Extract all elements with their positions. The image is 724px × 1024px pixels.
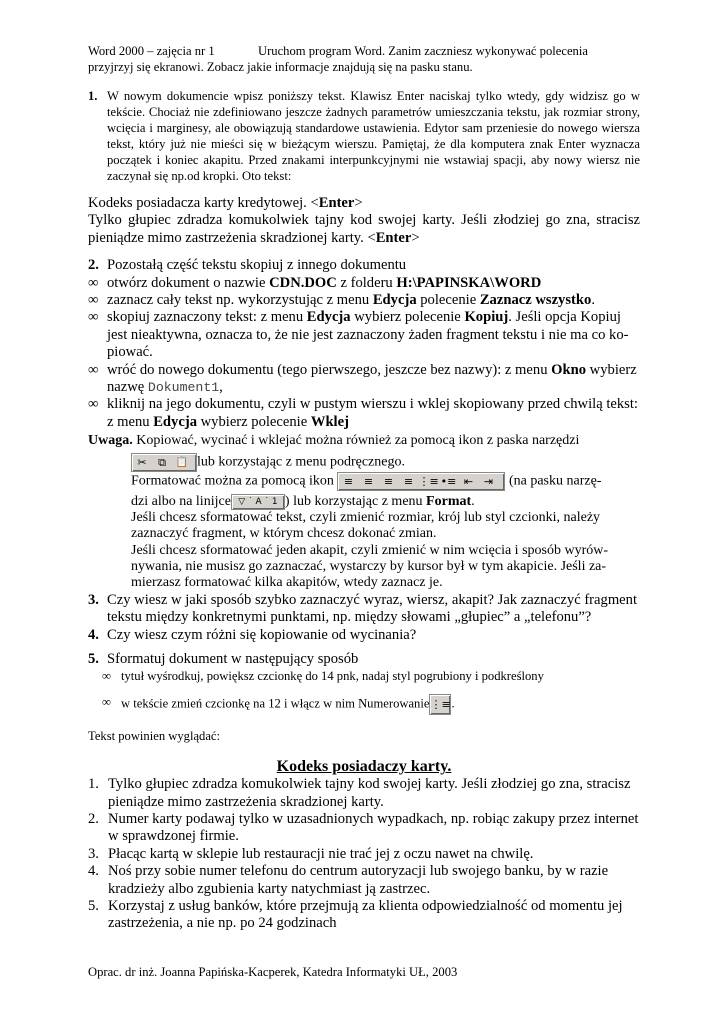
list-item	[88, 898, 640, 933]
formatting-toolbar	[337, 472, 505, 491]
item-text: Korzystaj z usług banków, które przejmują za klienta odpowiedzialność od momentu jej zastrzeżenia, a nie np. po 24 godzinach	[108, 898, 623, 932]
result-title: Kodeks posiadaczy karty.	[276, 758, 452, 776]
item-text: otwórz dokument o nazwie	[107, 274, 270, 291]
list-item	[88, 811, 640, 846]
task-5	[88, 651, 640, 668]
bullets-icon[interactable]: •≡	[440, 474, 457, 488]
list-item	[88, 362, 640, 397]
item-text: wróć do nowego dokumentu (tego pierwszego, jeszcze bez nazwy): z menu	[107, 361, 552, 378]
file-name: CDN.DOC	[269, 274, 337, 291]
list-item	[88, 396, 640, 431]
item-text: kliknij na jego dokumentu, czyli w pustym wierszu i wklej skopiowany przed chwilą tekst: z menu	[107, 396, 638, 430]
header-instruction: Uruchom program Word. Zanim zaczniesz wykonywać polecenia	[258, 44, 588, 58]
task-number: 5.	[88, 650, 99, 667]
task-number: 1.	[88, 89, 98, 103]
item-text: zaznacz cały tekst np. wykorzystując z menu	[107, 292, 373, 309]
item-text: .	[451, 696, 455, 711]
note-text: (na pasku narzę-	[508, 473, 602, 489]
list-item	[88, 863, 640, 898]
list-item	[88, 776, 640, 811]
list-item	[102, 668, 640, 684]
sample-line-2: Tylko głupiec zdradza komukolwiek tajny kod swojej karty. Jeśli złodziej go zna, stracisz pieniądze mimo zastrzeżenia skradzionej karty. <	[88, 212, 640, 246]
bullet-icon: ∞	[88, 292, 99, 309]
item-text: w tekście zmień czcionkę na 12 i włącz w nim Numerowanie	[121, 696, 430, 711]
increase-indent-icon[interactable]: ⇥	[483, 474, 494, 488]
note-text: ) lub korzystając z menu	[284, 493, 427, 509]
ruler-marker-icon: ▽ ˙ A ˙ 1	[238, 496, 278, 507]
task-number: 3.	[88, 591, 99, 608]
sample-close: >	[354, 195, 363, 211]
enter-key: Enter	[375, 229, 412, 246]
list-item	[88, 275, 640, 292]
bullet-icon: ∞	[88, 274, 99, 291]
menu-name: Edycja	[306, 309, 351, 326]
list-item	[102, 694, 640, 715]
command-name: Zaznacz wszystko	[479, 292, 592, 309]
list-item	[88, 309, 640, 361]
task-text: Pozostałą część tekstu skopiuj z innego dokumentu	[107, 257, 407, 274]
task-text: Czy wiesz czym różni się kopiowanie od wycinania?	[107, 627, 417, 644]
copy-icon[interactable]: ⧉	[158, 455, 166, 469]
item-number: 5.	[88, 898, 99, 915]
task-number: 4.	[88, 627, 99, 644]
task-text: W nowym dokumencie wpisz poniższy tekst. Klawisz Enter naciskaj tylko wtedy, gdy widzisz go w tekście. Chociaż nie zdefiniowano jeszcze żadnych parametrów umieszczania tekstu, jak rozmiar strony, wcięcia i marginesy, ale obowiązują standardowe ustawienia. Edytor sam przeniesie do nowego wiersza tekst, który już nie mieści się w bieżącym wierszu. Pamiętaj, że dla komputera znak Enter wyznacza początek i koniec akapitu. Przed znakami interpunkcyjnymi nie wstawiaj spacji, aby nowy wiersz nie zaczynał się np.od kropki. Oto tekst:	[107, 89, 640, 183]
task-number: 2.	[88, 257, 99, 274]
note-text: Kopiować, wycinać i wklejać można również za pomocą ikon z paska narzędzi	[132, 433, 580, 449]
item-text: ,	[219, 379, 223, 396]
numbering-icon[interactable]: ⋮≡	[418, 474, 439, 488]
item-number: 1.	[88, 776, 99, 793]
note-text: dzi albo na linijce	[131, 493, 231, 509]
item-text: polecenie	[416, 292, 480, 309]
menu-name: Edycja	[372, 292, 417, 309]
page-header	[88, 43, 640, 75]
item-text: wybierz polecenie	[196, 413, 311, 430]
note	[88, 433, 640, 591]
task-3	[88, 592, 640, 627]
command-name: Kopiuj	[464, 309, 509, 326]
item-text: .	[591, 292, 595, 309]
numbering-icon: ⋮≡	[430, 698, 451, 712]
menu-name: Edycja	[153, 413, 197, 430]
note-text: .	[471, 493, 475, 509]
folder-path: H:\PAPINSKA\WORD	[396, 274, 542, 291]
bullet-icon: ∞	[102, 695, 111, 710]
note-paragraph: Jeśli chcesz sformatować tekst, czyli zmienić rozmiar, krój lub styl czcionki, należy zaznaczyć fragment, w którym chcesz dokonać zmian.	[131, 510, 601, 542]
list-item	[88, 292, 640, 309]
task-2	[88, 257, 640, 431]
header-course: Word 2000 – zajęcia nr 1	[88, 44, 215, 58]
result-label: Tekst powinien wyglądać:	[88, 729, 221, 744]
justify-icon[interactable]: ≡	[403, 474, 414, 488]
expected-result	[88, 758, 640, 933]
cut-icon[interactable]: ✂	[137, 455, 147, 469]
item-text: . Jeśli opcja Kopiuj jest nieaktywna, oznacza to, że nie jest zaznaczony żaden fragment tekstu i nie ma co ko-piować.	[107, 309, 629, 361]
task-5-steps	[88, 668, 640, 715]
command-name: Wklej	[310, 413, 349, 430]
item-text: wybierz polecenie	[350, 309, 465, 326]
header-instruction-cont: przyjrzyj się ekranowi. Zobacz jakie informacje znajdują się na pasku stanu.	[88, 60, 473, 74]
paste-icon[interactable]: 📋	[175, 456, 189, 468]
edit-toolbar	[131, 453, 197, 472]
align-right-icon[interactable]: ≡	[383, 474, 394, 488]
sample-text	[88, 195, 640, 247]
task-1	[88, 88, 640, 933]
bullet-icon: ∞	[88, 396, 99, 413]
bullet-icon: ∞	[88, 361, 99, 378]
enter-key: Enter	[318, 195, 355, 211]
item-text: Tylko głupiec zdradza komukolwiek tajny kod swojej karty. Jeśli złodziej go zna, stracisz pieniądze mimo zastrzeżenia skradzionej karty.	[108, 776, 631, 810]
task-4	[88, 627, 640, 644]
item-text: tytuł wyśrodkuj, powiększ czcionkę do 14 pnk, nadaj styl pogrubiony i podkreślony	[121, 669, 544, 684]
note-label: Uwaga.	[88, 433, 133, 449]
menu-name: Okno	[551, 361, 587, 378]
list-item	[88, 846, 640, 863]
item-number: 2.	[88, 811, 99, 828]
note-text: Formatować można za pomocą ikon	[131, 473, 334, 489]
item-text: Płacąc kartą w sklepie lub restauracji nie trać jej z oczu nawet na chwilę.	[108, 845, 534, 862]
menu-name: Format	[426, 493, 472, 509]
document-name: Dokument1	[147, 380, 220, 396]
sample-line-1: Kodeks posiadacza karty kredytowej. <	[88, 195, 319, 211]
numbering-button[interactable]	[429, 694, 451, 715]
note-text: lub korzystając z menu podręcznego.	[197, 454, 405, 470]
align-left-icon[interactable]: ≡	[343, 474, 354, 488]
sample-close: >	[411, 229, 420, 246]
ruler-indent-markers[interactable]	[231, 494, 285, 510]
decrease-indent-icon[interactable]: ⇤	[463, 474, 474, 488]
task-text: Sformatuj dokument w następujący sposób	[107, 650, 359, 667]
bullet-icon: ∞	[88, 309, 99, 326]
item-text: z folderu	[336, 274, 397, 291]
page-footer: Oprac. dr inż. Joanna Papińska-Kacperek, Katedra Informatyki UŁ, 2003	[88, 965, 458, 979]
item-number: 3.	[88, 845, 99, 862]
item-text: skopiuj zaznaczony tekst: z menu	[107, 309, 307, 326]
item-number: 4.	[88, 863, 99, 880]
task-text: Czy wiesz w jaki sposób szybko zaznaczyć wyraz, wiersz, akapit? Jak zaznaczyć fragment tekstu między konkretnymi punktami, np. między słowami „głupiec” a „telefonu”?	[107, 591, 637, 625]
item-text: Noś przy sobie numer telefonu do centrum autoryzacji lub swojego banku, by w razie kradzieży albo zgubienia karty natychmiast ją zastrzec.	[108, 863, 609, 897]
align-center-icon[interactable]: ≡	[363, 474, 374, 488]
bullet-icon: ∞	[102, 669, 111, 684]
item-text: Numer karty podawaj tylko w uzasadnionych wypadkach, np. robiąc zakupy przez internet w sprawdzonej firmie.	[108, 811, 639, 845]
item-text: wybierz nazwę	[107, 361, 637, 396]
note-paragraph: Jeśli chcesz sformatować jeden akapit, czyli zmienić w nim wcięcia i sposób wyrów-nywania, nie musisz go zaznaczać, wystarczy by kursor był w tym akapicie. Jeśli za-mierzasz formatować kilka akapitów, wtedy zaznacz je.	[131, 542, 609, 591]
